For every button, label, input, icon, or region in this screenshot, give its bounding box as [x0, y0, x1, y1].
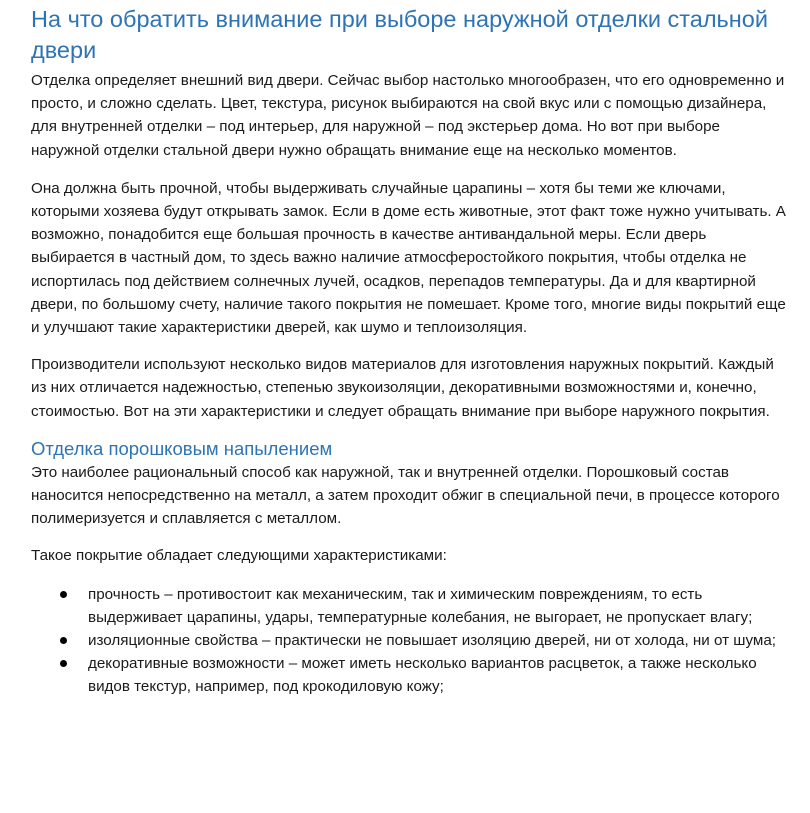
paragraph: Производители используют несколько видов материалов для изготовления наружных покрытий. Каждый из них отличается надежностью, степенью звукоизоляции, декоративными возможностями и, конечно, стоимостью. Вот на эти характеристики и следует обращать внимание при выборе наружного покрытия. [31, 356, 774, 420]
paragraph: Отделка определяет внешний вид двери. Сейчас выбор настолько многообразен, что его одновременно и просто, и сложно сделать. Цвет, текстура, рисунок выбираются на свой вкус или с помощью дизайнера, для внутренней отделки – под интерьер, для наружной – под экстерьер дома. Но вот при выборе наружной отделки стальной двери нужно обращать внимание еще на несколько моментов. [31, 72, 785, 159]
page-title: На что обратить внимание при выборе наружной отделки стальной двери [31, 6, 768, 63]
list-item-text: прочность – противостоит как механическим, так и химическим повреждениям, то есть выдерживает царапины, удары, температурные колебания, не выгорает, не пропускает влагу; [88, 585, 753, 626]
list-item-text: изоляционные свойства – практически не повышает изоляцию дверей, ни от холода, ни от шума; [88, 632, 776, 650]
paragraph: Такое покрытие обладает следующими характеристиками: [31, 547, 447, 565]
list-item [31, 652, 787, 698]
bullet-icon [60, 660, 67, 667]
document-page [31, 4, 787, 699]
paragraph: Это наиболее рациональный способ как наружной, так и внутренней отделки. Порошковый состав наносится непосредственно на металл, а затем проходит обжиг в специальной печи, в процессе которого полимеризуется и сплавляется с металлом. [31, 463, 780, 528]
list-item [31, 583, 787, 629]
section-heading: Отделка порошковым напылением [31, 437, 333, 459]
bullet-icon [60, 637, 67, 644]
paragraph: Она должна быть прочной, чтобы выдерживать случайные царапины – хотя бы теми же ключами, которыми хозяева будут открывать замок. Если в доме есть животные, этот факт тоже нужно учитывать. А возможно, понадобится еще большая прочность в качестве антивандальной меры. Если дверь выбирается в частный дом, то здесь важно наличие атмосферостойкого покрытия, чтобы отделка не испортилась под действием солнечных лучей, осадков, перепадов температуры. Да и для квартирной двери, по большому счету, наличие такого покрытия не помешает. Кроме того, многие виды покрытий еще и улучшают такие характеристики дверей, как шумо и теплоизоляция. [31, 179, 786, 337]
list-item [31, 629, 787, 652]
list-item-text: декоративные возможности – может иметь несколько вариантов расцветок, а также несколько видов текстур, например, под крокодиловую кожу; [88, 655, 757, 696]
characteristics-list [31, 583, 787, 699]
bullet-icon [60, 591, 67, 598]
